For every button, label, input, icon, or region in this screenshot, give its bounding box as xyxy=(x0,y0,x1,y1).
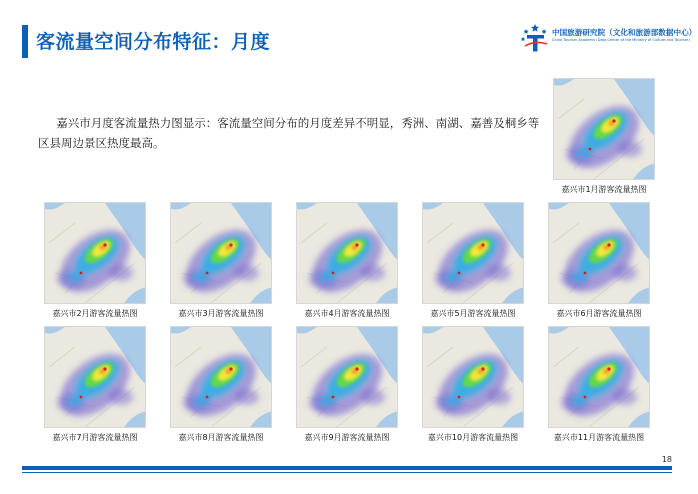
heatmap-image xyxy=(170,326,272,428)
logo-chinese-name: 中国旅游研究院（文化和旅游部数据中心） xyxy=(552,28,697,37)
intro-paragraph xyxy=(38,113,548,153)
footer-rule-thin xyxy=(22,472,672,473)
heatmap-graphic xyxy=(549,203,650,304)
heatmap-image xyxy=(548,202,650,304)
heatmap-image xyxy=(422,202,524,304)
heatmap-caption: 嘉兴市5月游客流量热图 xyxy=(430,309,516,318)
heatmap-graphic xyxy=(549,327,650,428)
heatmap-graphic xyxy=(554,79,655,180)
academy-logo-icon xyxy=(520,22,550,54)
heatmap-graphic xyxy=(297,327,398,428)
logo xyxy=(520,22,697,56)
heatmap-graphic xyxy=(171,327,272,428)
heatmap-caption: 嘉兴市10月游客流量热图 xyxy=(427,433,519,442)
heatmap-caption: 嘉兴市9月游客流量热图 xyxy=(304,433,390,442)
heatmap-caption: 嘉兴市6月游客流量热图 xyxy=(556,309,642,318)
page-title: 客流量空间分布特征：月度 xyxy=(36,31,271,53)
heatmap-image xyxy=(422,326,524,428)
heatmap-graphic xyxy=(297,203,398,304)
heatmap-image xyxy=(296,326,398,428)
intro-text: 嘉兴市月度客流量热力图显示：客流量空间分布的月度差异不明显，秀洲、南湖、嘉善及桐乡等区县周边景区热度最高。 xyxy=(38,116,540,150)
heatmap-caption: 嘉兴市8月游客流量热图 xyxy=(178,433,264,442)
heatmap-image xyxy=(44,326,146,428)
heatmap-graphic xyxy=(423,203,524,304)
heatmap-caption: 嘉兴市1月游客流量热图 xyxy=(561,185,647,194)
heatmap-graphic xyxy=(45,327,146,428)
heatmap-graphic xyxy=(423,327,524,428)
heatmap-image xyxy=(553,78,655,180)
heatmap-caption: 嘉兴市11月游客流量热图 xyxy=(553,433,645,442)
heatmap-caption: 嘉兴市3月游客流量热图 xyxy=(178,309,264,318)
heatmap-graphic xyxy=(45,203,146,304)
heatmap-caption: 嘉兴市4月游客流量热图 xyxy=(304,309,390,318)
logo-english-name: China Tourism Academy (Data Center of the Ministry of Culture and Tourism) xyxy=(552,38,690,42)
heatmap-image xyxy=(170,202,272,304)
title-accent-bar xyxy=(22,25,28,58)
heatmap-caption: 嘉兴市7月游客流量热图 xyxy=(52,433,138,442)
heatmap-image xyxy=(296,202,398,304)
heatmap-image xyxy=(44,202,146,304)
footer-rule-thick xyxy=(22,466,672,470)
heatmap-caption: 嘉兴市2月游客流量热图 xyxy=(52,309,138,318)
page-number: 18 xyxy=(661,455,672,464)
heatmap-image xyxy=(548,326,650,428)
heatmap-graphic xyxy=(171,203,272,304)
